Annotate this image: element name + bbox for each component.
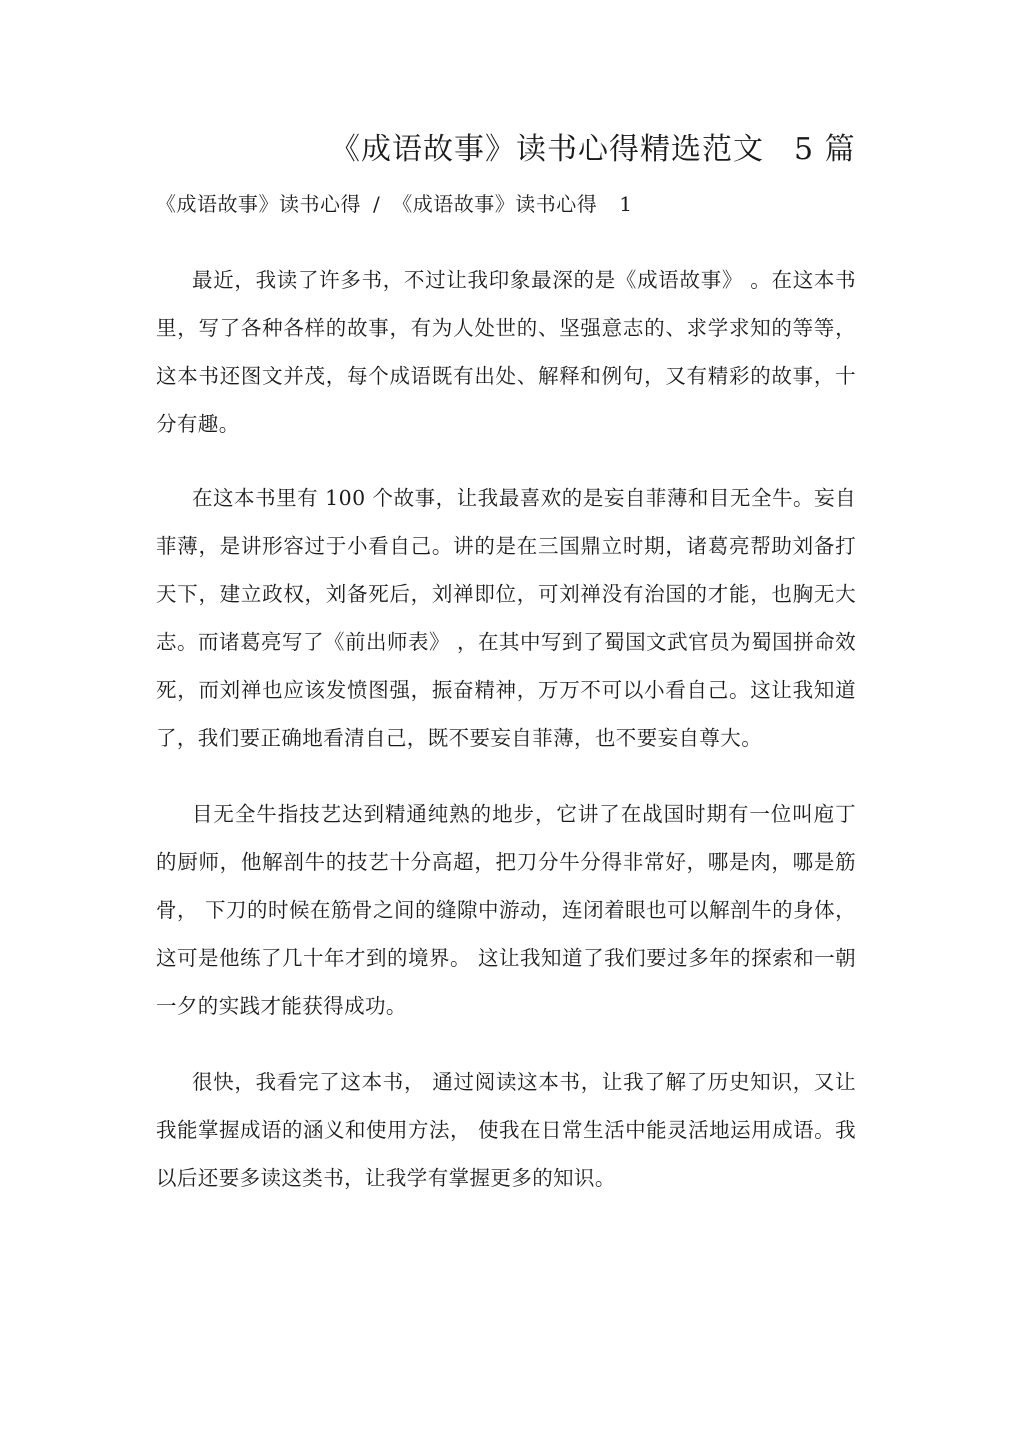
document-subtitle: [156, 188, 632, 220]
paragraph-2: 在这本书里有 100 个故事，让我最喜欢的是妄自菲薄和目无全牛。妄自菲薄，是讲形容过于小看自己。讲的是在三国鼎立时期，诸葛亮帮助刘备打天下，建立政权，刘备死后，刘禅即位，可刘禅没有治国的才能，也胸无大志。而诸葛亮写了《前出师表》 ，在其中写到了蜀国文武官员为蜀国拼命效死，而刘禅也应该发愤图强，振奋精神，万万不可以小看自己。这让我知道了，我们要正确地看清自己，既不要妄自菲薄，也不要妄自尊大。: [156, 486, 856, 750]
title-count: 5 篇: [794, 132, 856, 167]
document-title: [330, 128, 856, 172]
paragraph-1: 最近，我读了许多书，不过让我印象最深的是《成语故事》 。在这本书里，写了各种各样的故事，有为人处世的、坚强意志的、求学求知的等等，这本书还图文并茂，每个成语既有出处、解释和例句，又有精彩的故事，十分有趣。: [156, 268, 856, 436]
paragraph-4: 很快，我看完了这本书， 通过阅读这本书，让我了解了历史知识，又让我能掌握成语的涵义和使用方法， 使我在日常生活中能灵活地运用成语。我以后还要多读这类书，让我学有掌握更多的知识。: [156, 1070, 856, 1190]
subtitle-right: 《成语故事》读书心得: [392, 192, 598, 216]
subtitle-number: 1: [619, 192, 633, 216]
paragraph-3: 目无全牛指技艺达到精通纯熟的地步，它讲了在战国时期有一位叫庖丁的厨师，他解剖牛的技艺十分高超，把刀分牛分得非常好，哪是肉，哪是筋骨， 下刀的时候在筋骨之间的缝隙中游动，连闭着眼也可以解剖牛的身体， 这可是他练了几十年才到的境界。 这让我知道了我们要过多年的探索和一朝一夕的实践才能获得成功。: [156, 802, 856, 1018]
subtitle-left: 《成语故事》读书心得: [156, 192, 361, 216]
title-main: 《成语故事》读书心得精选范文: [330, 132, 764, 167]
document-body: [156, 256, 856, 1228]
subtitle-separator: /: [373, 192, 381, 216]
